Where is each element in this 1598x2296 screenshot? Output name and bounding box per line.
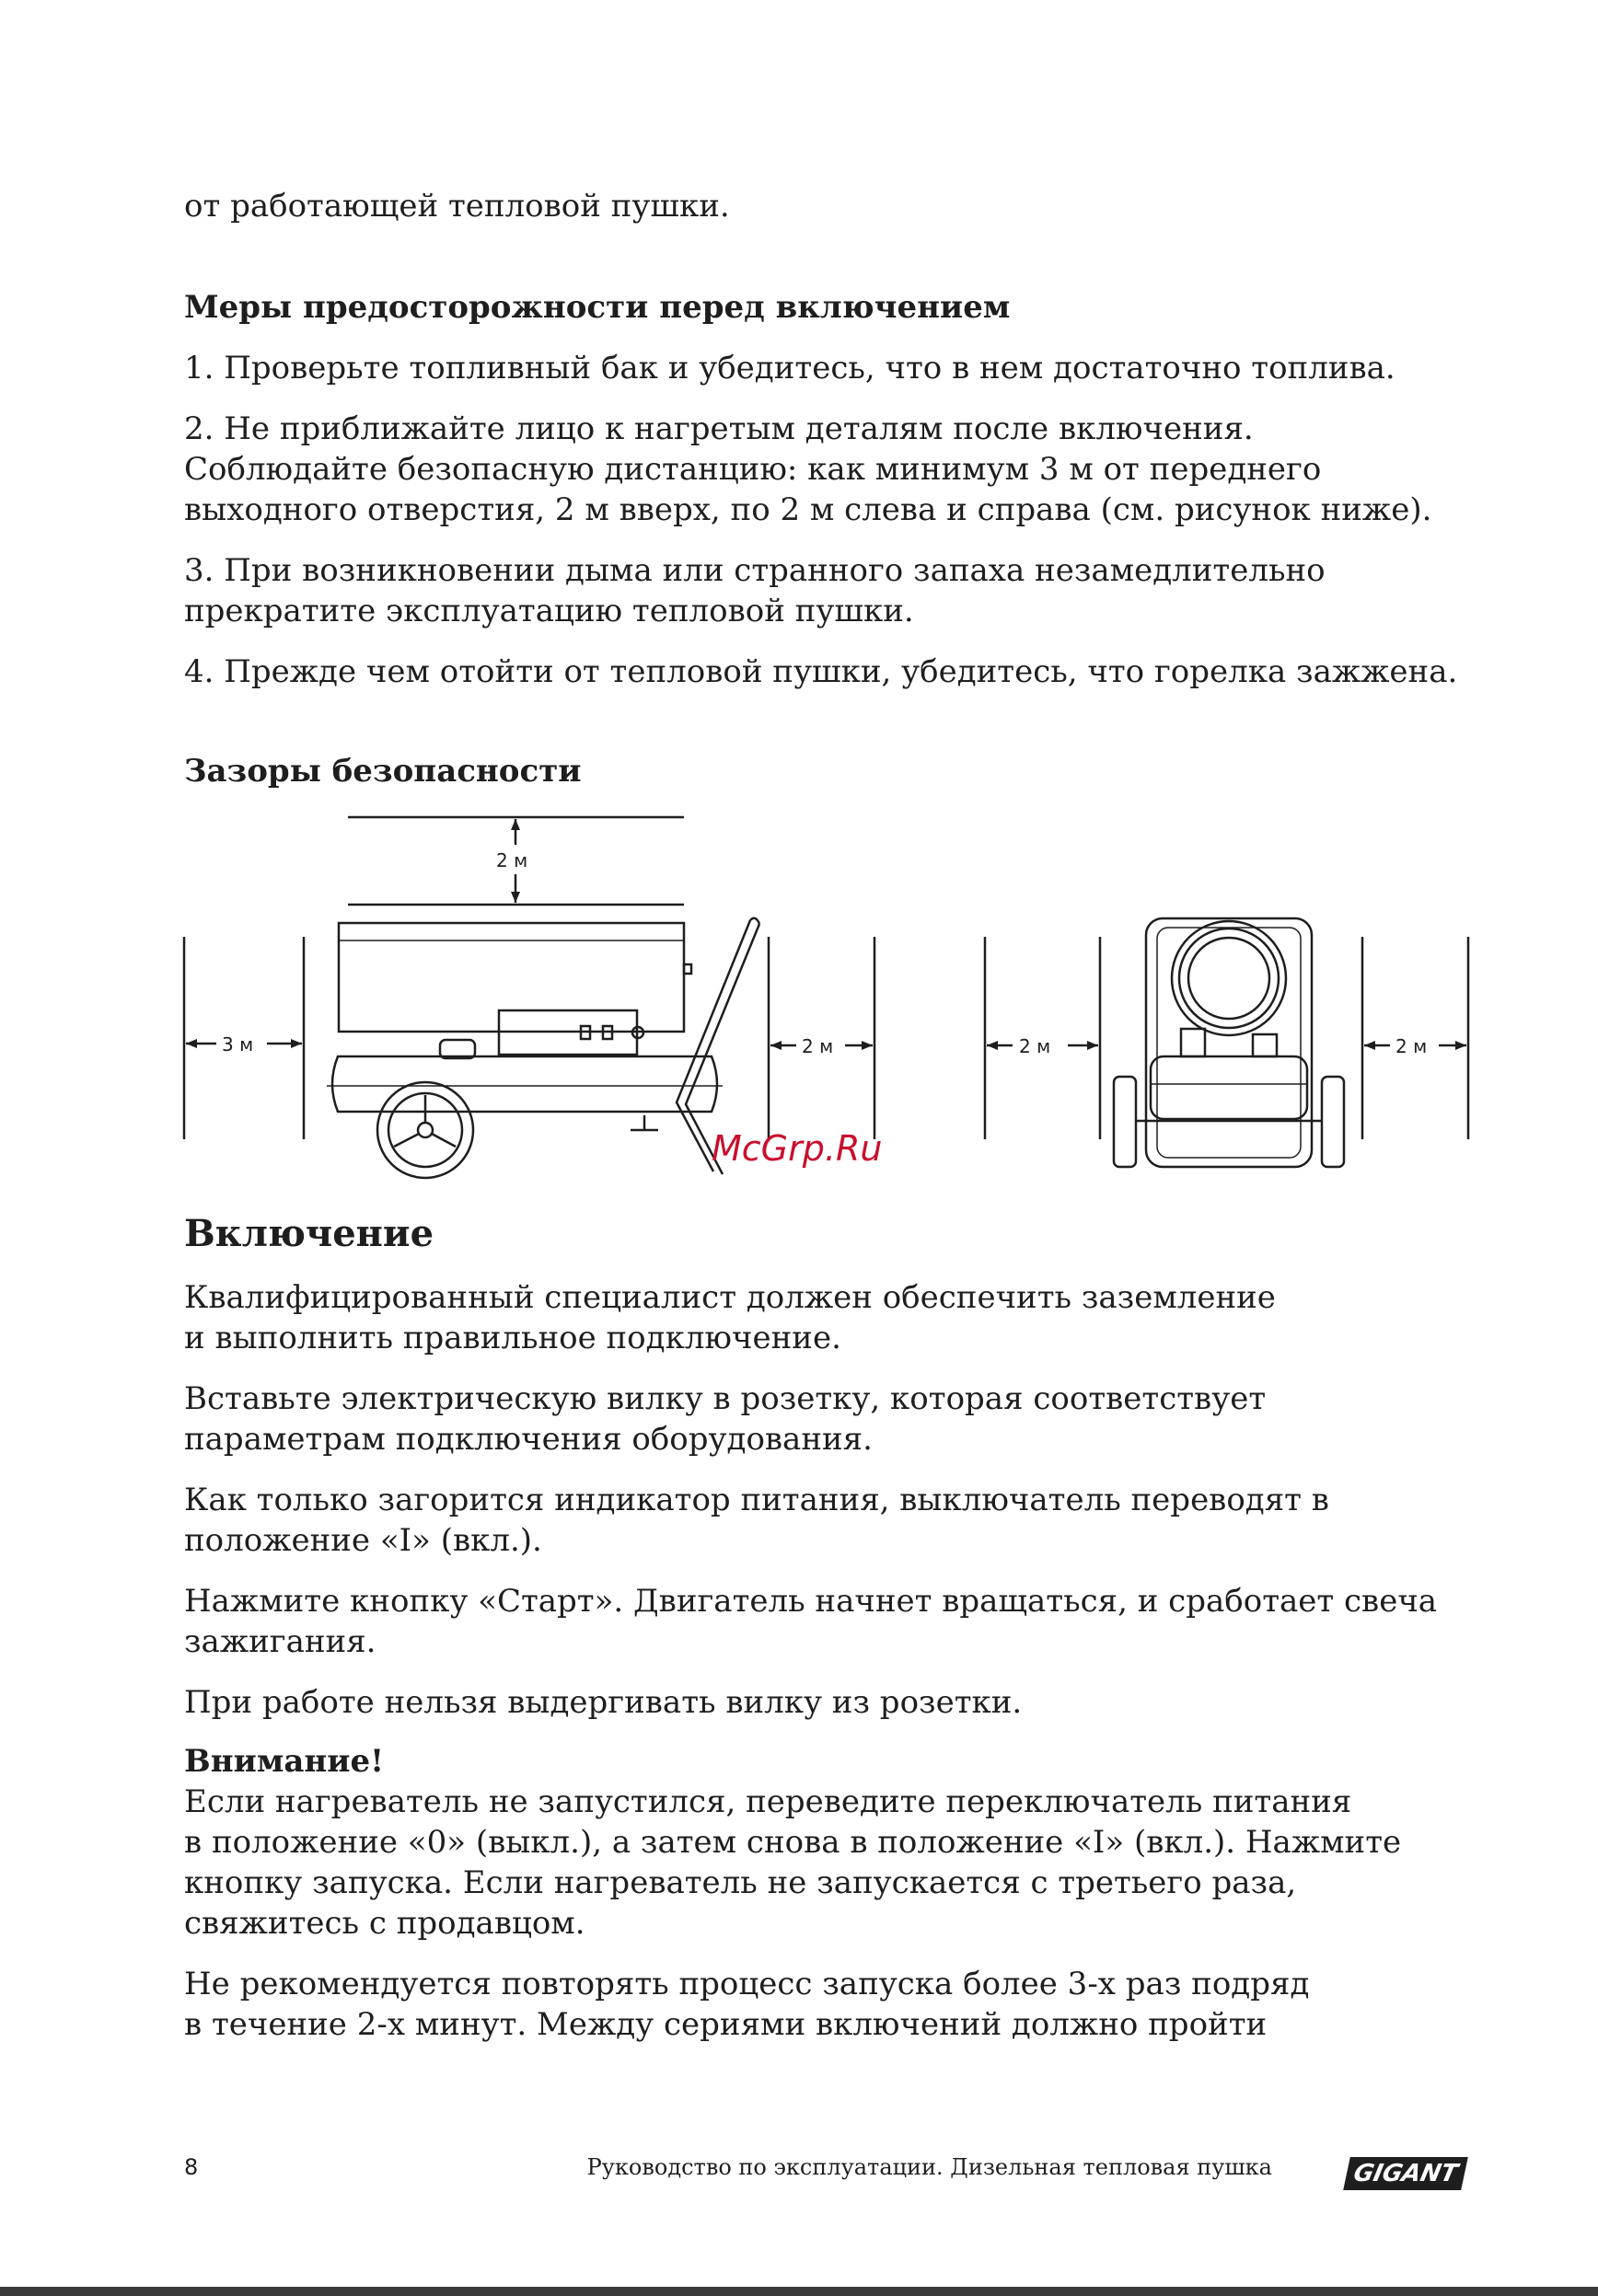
- precaution-item-2: 2. Не приближайте лицо к нагретым деталям после включения.: [184, 410, 1254, 447]
- heater-front-frame: [1146, 918, 1312, 1167]
- precaution-item-4: 4. Прежде чем отойти от тепловой пушки, убедитесь, что горелка зажжена.: [184, 653, 1458, 690]
- final-line-1: Не рекомендуется повторять процесс запуска более 3-х раз подряд: [184, 1966, 1310, 2002]
- startup-line-3: Вставьте электрическую вилку в розетку, которая соответствует: [184, 1380, 1267, 1417]
- attention-line-2: в положение «0» (выкл.), а затем снова в положение «I» (вкл.). Нажмите: [184, 1824, 1402, 1861]
- heater-body-side: [339, 923, 684, 1032]
- precaution-item-2-line-3: выходного отверстия, 2 м вверх, по 2 м слева и справа (см. рисунок ниже).: [184, 491, 1432, 528]
- precaution-item-3: 3. При возникновении дыма или странного запаха незамедлительно: [184, 552, 1326, 589]
- attention-line-3: кнопку запуска. Если нагреватель не запускается с третьего раза,: [184, 1864, 1297, 1901]
- fuel-tank-front: [1151, 1056, 1307, 1119]
- attention-heading: Внимание!: [184, 1743, 385, 1780]
- startup-line-5: Как только загорится индикатор питания, выключатель переводят в: [184, 1482, 1329, 1518]
- startup-heading: Включение: [184, 1212, 434, 1255]
- brand-logo: GIGANT: [1343, 2157, 1468, 2190]
- precautions-heading: Меры предосторожности перед включением: [184, 289, 1011, 326]
- wheel-front-left: [1114, 1077, 1136, 1167]
- startup-line-2: и выполнить правильное подключение.: [184, 1320, 841, 1356]
- precaution-item-2-line-2: Соблюдайте безопасную дистанцию: как минимум 3 м от переднего: [184, 451, 1322, 488]
- left-clearance-label: 2 м: [1019, 1035, 1051, 1057]
- attention-line-1: Если нагреватель не запустился, переведите переключатель питания: [184, 1783, 1352, 1820]
- precaution-item-3-line-2: прекратите эксплуатацию тепловой пушки.: [184, 593, 914, 629]
- startup-line-1: Квалифицированный специалист должен обеспечить заземление: [184, 1279, 1276, 1316]
- startup-line-8: зажигания.: [184, 1623, 376, 1660]
- startup-line-7: Нажмите кнопку «Старт». Двигатель начнет вращаться, и сработает свеча: [184, 1583, 1438, 1620]
- fuel-tank-side: [332, 1056, 717, 1112]
- right-clearance-label: 2 м: [1395, 1035, 1428, 1057]
- rear-clearance-label: 2 м: [802, 1035, 834, 1057]
- wheel-front-right: [1322, 1077, 1344, 1167]
- page-number: 8: [184, 2154, 199, 2180]
- final-line-2: в течение 2-х минут. Между сериями включений должно пройти: [184, 2006, 1268, 2043]
- top-clearance-label: 2 м: [496, 849, 528, 871]
- startup-line-9: При работе нельзя выдергивать вилку из розетки.: [184, 1684, 1023, 1721]
- clearances-heading: Зазоры безопасности: [184, 753, 582, 790]
- front-clearance-label: 3 м: [222, 1033, 254, 1056]
- precaution-item-1: 1. Проверьте топливный бак и убедитесь, что в нем достаточно топлива.: [184, 350, 1395, 387]
- footer-title: Руководство по эксплуатации. Дизельная тепловая пушка: [586, 2154, 1272, 2180]
- page-bottom-bar: [0, 2287, 1598, 2296]
- attention-line-4: свяжитесь с продавцом.: [184, 1905, 585, 1942]
- top-line: от работающей тепловой пушки.: [184, 188, 730, 225]
- startup-line-6: положение «I» (вкл.).: [184, 1522, 542, 1559]
- startup-line-4: параметрам подключения оборудования.: [184, 1421, 873, 1458]
- watermark: McGrp.Ru: [712, 1128, 883, 1169]
